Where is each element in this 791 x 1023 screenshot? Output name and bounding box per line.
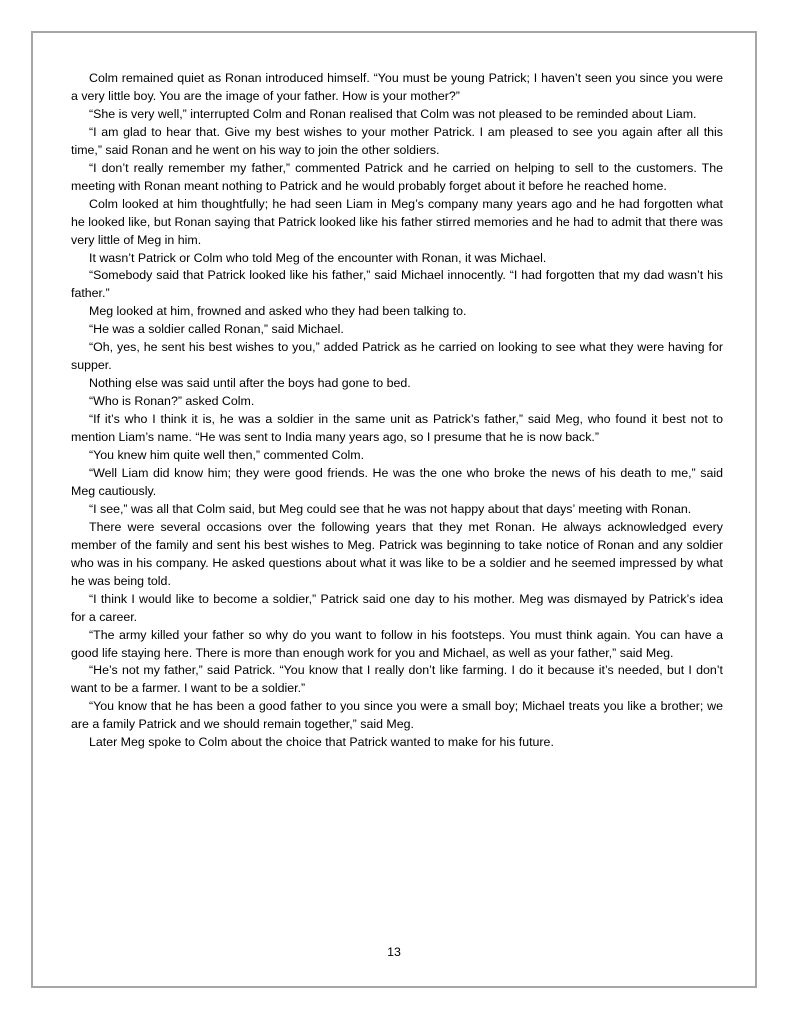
page-number: 13	[387, 945, 401, 959]
paragraph: “The army killed your father so why do you want to follow in his footsteps. You must think again. You can have a good life staying here. There is more than enough work for you and Michael, as well as your father,” said Meg.	[71, 627, 723, 660]
page	[31, 31, 757, 988]
paragraph: Later Meg spoke to Colm about the choice that Patrick wanted to make for his future.	[89, 735, 554, 750]
paragraph: “I am glad to hear that. Give my best wishes to your mother Patrick. I am pleased to see you again after all this time,” said Ronan and he went on his way to join the other soldiers.	[71, 124, 723, 157]
paragraph: “If it’s who I think it is, he was a soldier in the same unit as Patrick’s father,” said Meg, who found it best not to mention Liam’s name. “He was sent to India many years ago, so I presume that he is now back.”	[71, 412, 723, 445]
paragraph: Colm remained quiet as Ronan introduced himself. “You must be young Patrick; I haven’t seen you since you were a very little boy. You are the image of your father. How is your mother?”	[71, 71, 723, 103]
paragraph: “I think I would like to become a soldier,” Patrick said one day to his mother. Meg was dismayed by Patrick’s idea for a career.	[71, 591, 723, 624]
paragraph: Colm looked at him thoughtfully; he had seen Liam in Meg’s company many years ago and he had forgotten what he looked like, but Ronan saying that Patrick looked like his father stirred memories and he had to admit that there was very little of Meg in him.	[71, 196, 723, 247]
paragraph: “She is very well,” interrupted Colm and Ronan realised that Colm was not pleased to be reminded about Liam.	[89, 106, 697, 121]
paragraph: “He was a soldier called Ronan,” said Michael.	[89, 322, 344, 337]
paragraph: “Oh, yes, he sent his best wishes to you,” added Patrick as he carried on looking to see what they were having for supper.	[71, 340, 723, 373]
paragraph: “You know that he has been a good father to you since you were a small boy; Michael treats you like a brother; we are a family Patrick and we should remain together,” said Meg.	[71, 699, 723, 732]
paragraph: “He’s not my father,” said Patrick. “You know that I really don’t like farming. I do it because it’s needed, but I don’t want to be a farmer. I want to be a soldier.”	[71, 663, 723, 696]
paragraph: “Well Liam did know him; they were good friends. He was the one who broke the news of his death to me,” said Meg cautiously.	[71, 465, 723, 498]
paragraph: “You knew him quite well then,” commented Colm.	[89, 448, 365, 463]
paragraph: Meg looked at him, frowned and asked who they had been talking to.	[89, 304, 467, 319]
paragraph: There were several occasions over the following years that they met Ronan. He always acknowledged every member of the family and sent his best wishes to Meg. Patrick was beginning to take notice of Ronan and any soldier who was in his company. He asked questions about what it was like to be a soldier and he seemed impressed by what he was being told.	[71, 519, 723, 588]
paragraph: “I don’t really remember my father,” commented Patrick and he carried on helping to sell to the customers. The meeting with Ronan meant nothing to Patrick and he would probably forget about it before he reached home.	[71, 160, 723, 193]
paragraph: “Who is Ronan?” asked Colm.	[89, 394, 255, 409]
paragraph: “Somebody said that Patrick looked like his father,” said Michael innocently. “I had forgotten that my dad wasn’t his father.”	[71, 268, 723, 301]
paragraph: Nothing else was said until after the boys had gone to bed.	[89, 376, 411, 391]
paragraph: It wasn’t Patrick or Colm who told Meg of the encounter with Ronan, it was Michael.	[89, 250, 547, 265]
body-text	[71, 70, 723, 752]
paragraph: “I see,” was all that Colm said, but Meg could see that he was not happy about that days’ meeting with Ronan.	[89, 501, 692, 516]
